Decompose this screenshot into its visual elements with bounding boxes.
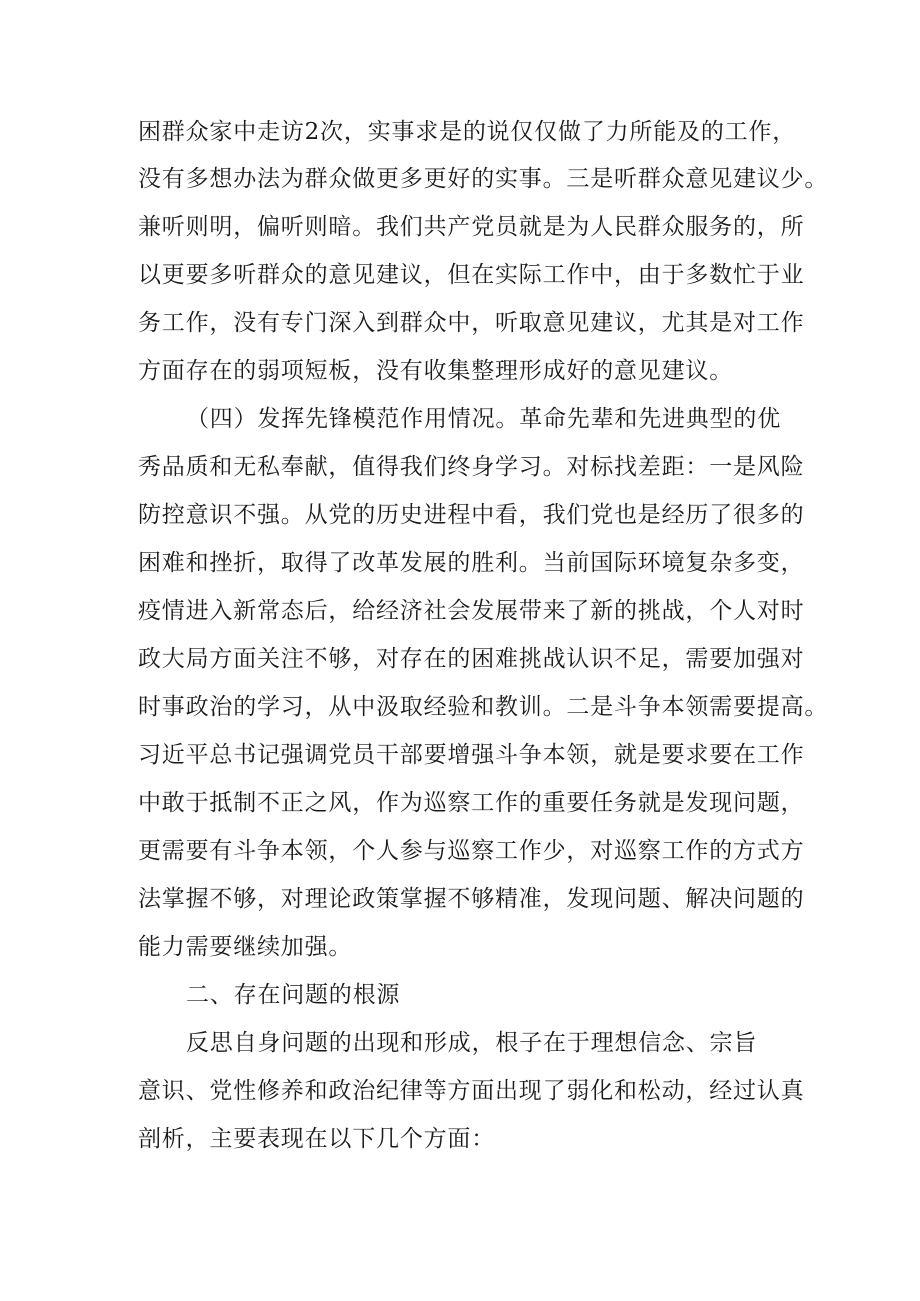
text-line: 时事政治的学习，从中汲取经验和教训。二是斗争本领需要提高。 [138,694,829,720]
text-line: 剖析，主要表现在以下几个方面： [138,1126,495,1152]
text-line: 兼听则明，偏听则暗。我们共产党员就是为人民群众服务的，所 [138,214,805,240]
text-line: 方面存在的弱项短板，没有收集整理形成好的意见建议。 [138,358,733,384]
text-line: 务工作，没有专门深入到群众中，听取意见建议，尤其是对工作 [138,310,805,336]
section-heading: 二、存在问题的根源 [186,982,401,1008]
text-line: 法掌握不够，对理论政策掌握不够精准，发现问题、解决问题的 [138,886,805,912]
text-line: 习近平总书记强调党员干部要增强斗争本领，就是要求要在工作 [138,742,805,768]
text-line: 反思自身问题的出现和形成，根子在于理想信念、宗旨 [186,1030,758,1056]
text-line: 困难和挫折，取得了改革发展的胜利。当前国际环境复杂多变， [138,550,805,576]
text-line: 意识、党性修养和政治纪律等方面出现了弱化和松动，经过认真 [138,1078,805,1104]
section-heading-paragraph: （四）发挥先锋模范作用情况。革命先辈和先进典型的优 [186,406,781,432]
text-line: 疫情进入新常态后，给经济社会发展带来了新的挑战，个人对时 [138,598,805,624]
text-line: 困群众家中走访2次，实事求是的说仅仅做了力所能及的工作， [138,119,797,145]
text-line: 防控意识不强。从党的历史进程中看，我们党也是经历了很多的 [138,502,805,528]
text-line: 更需要有斗争本领，个人参与巡察工作少，对巡察工作的方式方 [138,838,805,864]
text-line: 以更要多听群众的意见建议，但在实际工作中，由于多数忙于业 [138,262,805,288]
text-line: 政大局方面关注不够，对存在的困难挑战认识不足，需要加强对 [138,646,805,672]
text-line: 中敢于抵制不正之风，作为巡察工作的重要任务就是发现问题， [138,790,805,816]
text-line: 秀品质和无私奉献，值得我们终身学习。对标找差距：一是风险 [138,454,805,480]
text-line: 没有多想办法为群众做更多更好的实事。三是听群众意见建议少。 [138,166,829,192]
text-line: 能力需要继续加强。 [138,934,353,960]
